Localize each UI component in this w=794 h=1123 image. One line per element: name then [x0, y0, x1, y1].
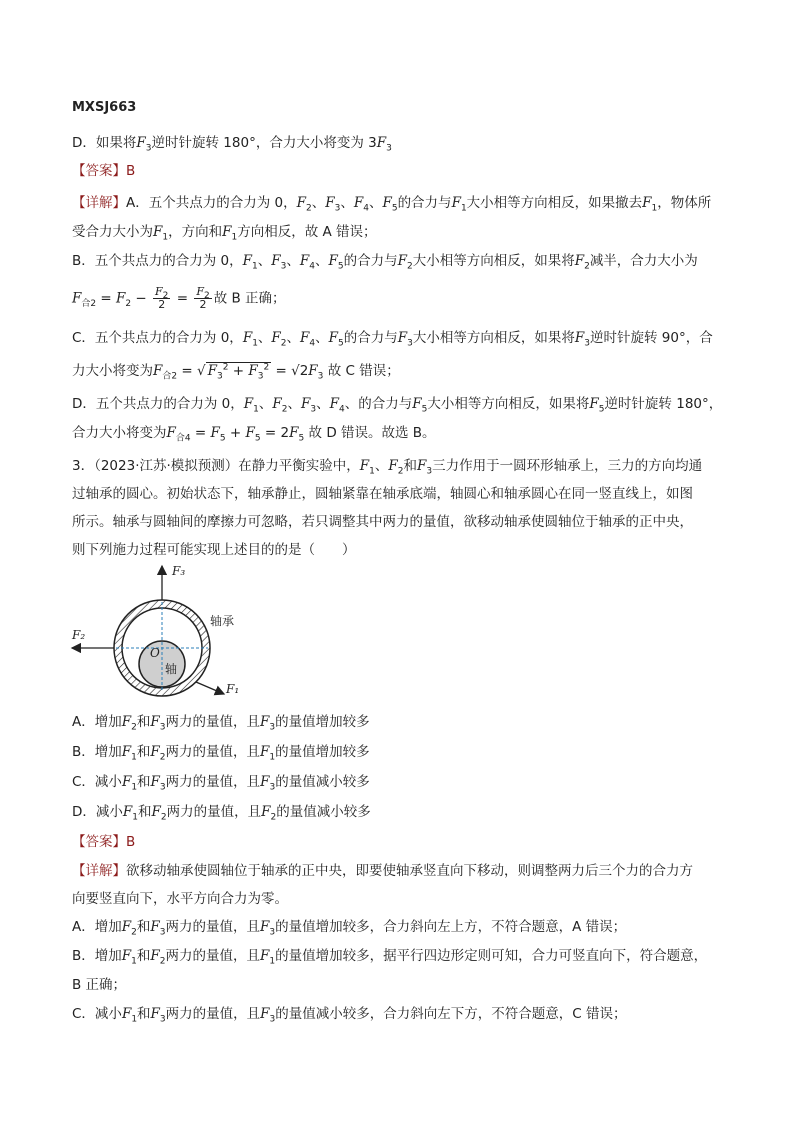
q3-stem-line3: 所示。轴承与圆轴间的摩擦力可忽略，若只调整其中两力的量值，欲移动轴承使圆轴位于轴承的正中央，	[72, 514, 693, 530]
q2-explain-c-line2: 力大小将变为$F_{合2}$ = √ $F_3^2 + F_3^2 = √2F_3$ 故 C 错误；	[72, 362, 400, 382]
document-code: MXSJ663	[72, 100, 137, 115]
q3-option-c: C．减小$F_1$和$F_3$两力的量值，且$F_3$的量值减小较多	[72, 774, 370, 793]
q3-option-d: D．减小$F_1$和$F_2$两力的量值，且$F_2$的量值减小较多	[72, 804, 371, 823]
bearing-diagram	[64, 560, 254, 700]
q2-explain-c-line1: C．五个共点力的合力为 0，$F_1$、$F_2$、$F_4$、$F_5$的合力与$F_3$大小相等方向相反，如果将$F_3$逆时针旋转 90°，合	[72, 330, 713, 349]
q3-answer: 【答案】B	[72, 834, 136, 850]
q3-stem-line4: 则下列施力过程可能实现上述目的的是（ ）	[72, 542, 356, 558]
q3-explain-b-line2: B 正确；	[72, 977, 127, 993]
label-f2: F₂	[72, 628, 86, 642]
label-f3: F₃	[172, 564, 186, 578]
label-center-o: O	[150, 646, 160, 660]
q3-option-b: B．增加$F_1$和$F_2$两力的量值，且$F_1$的量值增加较多	[72, 744, 370, 763]
q2-explain-d-line2: 合力大小将变为$F_{合4} = F_5 + F_5 = 2F_5$ 故 D 错误。故选 B。	[72, 425, 436, 444]
q3-stem-line1: 3．（2023·江苏·模拟预测）在静力平衡实验中，$F_1$、$F_2$和$F_3$三力作用于一圆环形轴承上，三力的方向均通	[72, 458, 703, 477]
label-f1: F₁	[226, 682, 240, 696]
q3-explain-b-line1: B．增加$F_1$和$F_2$两力的量值，且$F_1$的量值增加较多，据平行四边形定则可知，合力可竖直向下，符合题意，	[72, 948, 708, 967]
q2-explain-a-line1: 【详解】A．五个共点力的合力为 0，$F_2$、$F_3$、$F_4$、$F_5$的合力与$F_1$大小相等方向相反，如果撤去$F_1$，物体所	[72, 195, 712, 214]
label-bearing: 轴承	[210, 614, 235, 628]
q2-explain-b-line1: B．五个共点力的合力为 0，$F_1$、$F_3$、$F_4$、$F_5$的合力与$F_2$大小相等方向相反，如果将$F_2$减半，合力大小为	[72, 253, 698, 272]
q2-answer: 【答案】B	[72, 163, 136, 179]
q2-option-d: D．如果将$F_3$逆时针旋转 180°，合力大小将变为 $3F_3$	[72, 135, 392, 154]
label-axle: 轴	[165, 662, 178, 676]
q3-stem-line2: 过轴承的圆心。初始状态下，轴承静止，圆轴紧靠在轴承底端，轴圆心和轴承圆心在同一竖直线上，如图	[72, 486, 693, 502]
q2-explain-d-line1: D．五个共点力的合力为 0，$F_1$、$F_2$、$F_3$、$F_4$、的合力与$F_5$大小相等方向相反，如果将$F_5$逆时针旋转 180°，	[72, 396, 723, 415]
q2-explain-a-line2: 受合力大小为$F_1$，方向和$F_1$方向相反，故 A 错误；	[72, 224, 377, 243]
q3-option-a: A．增加$F_2$和$F_3$两力的量值，且$F_3$的量值增加较多	[72, 714, 370, 733]
force-f1-arrow	[196, 682, 224, 694]
q3-explain-c: C．减小$F_1$和$F_3$两力的量值，且$F_3$的量值减小较多，合力斜向左下方，不符合题意，C 错误；	[72, 1006, 627, 1025]
q3-explain-line2: 向要竖直向下，水平方向合力为零。	[72, 891, 288, 907]
q2-explain-b-line2: $F_{合2} = F_2$ − $\frac{F_2}{2}$ = $\frac{F_2}{2}$ 故 B 正确；	[72, 285, 286, 311]
bearing-figure	[64, 560, 254, 700]
q3-explain-line1: 【详解】欲移动轴承使圆轴位于轴承的正中央，即要使轴承竖直向下移动，则调整两力后三个力的合力方	[72, 863, 693, 879]
q3-explain-a: A．增加$F_2$和$F_3$两力的量值，且$F_3$的量值增加较多，合力斜向左上方，不符合题意，A 错误；	[72, 919, 627, 938]
